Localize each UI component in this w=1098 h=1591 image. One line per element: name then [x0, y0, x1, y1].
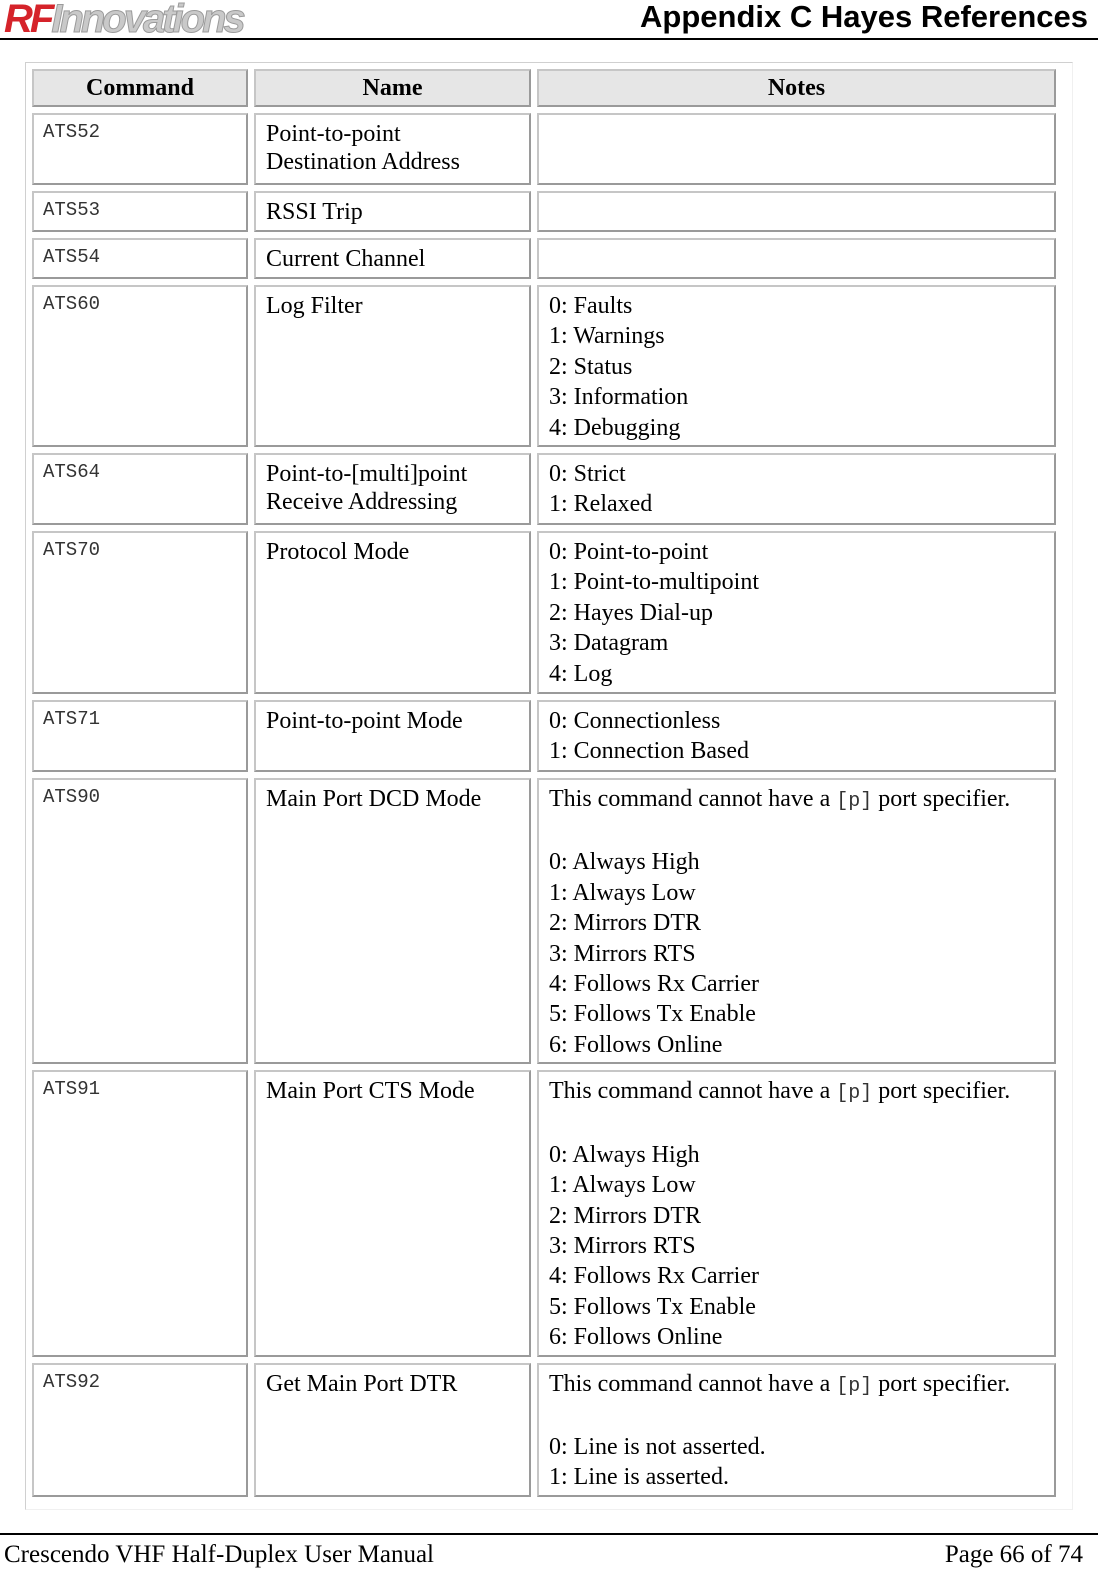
port-specifier-code: [p] — [836, 1082, 873, 1106]
name-line: Point-to-point — [266, 121, 401, 147]
command-cell: ATS53 — [32, 191, 248, 232]
table-row — [32, 191, 1056, 232]
column-header-name: Name — [254, 69, 531, 107]
note-line: 1: Warnings — [549, 323, 665, 350]
note-line: 0: Point-to-point — [549, 539, 709, 566]
note-line: 2: Mirrors DTR — [549, 910, 701, 937]
paragraph-gap — [549, 1402, 1046, 1432]
command-cell: ATS92 — [32, 1363, 248, 1497]
name-cell — [254, 238, 531, 279]
note-line: 1: Relaxed — [549, 491, 653, 518]
name-cell — [254, 1363, 531, 1497]
port-specifier-text: port specifier. — [872, 1078, 1011, 1105]
command-cell: ATS64 — [32, 453, 248, 525]
notes-cell — [537, 700, 1056, 772]
port-specifier-text: port specifier. — [872, 786, 1011, 813]
name-line: Main Port CTS Mode — [266, 1078, 475, 1105]
note-line: 4: Log — [549, 660, 613, 687]
note-line: 3: Mirrors RTS — [549, 940, 696, 967]
name-cell — [254, 285, 531, 447]
notes-cell — [537, 285, 1056, 447]
name-line: RSSI Trip — [266, 199, 363, 225]
notes-cell — [537, 191, 1056, 232]
port-specifier-note — [549, 1369, 1046, 1402]
note-line: 0: Connectionless — [549, 708, 721, 735]
notes-cell — [537, 113, 1056, 185]
port-specifier-text: This command cannot have a — [549, 1370, 837, 1397]
note-line: 1: Point-to-multipoint — [549, 569, 760, 596]
name-line: Main Port DCD Mode — [266, 786, 482, 813]
paragraph-gap — [549, 1110, 1046, 1140]
note-line: 3: Mirrors RTS — [549, 1232, 696, 1259]
note-line: 6: Follows Online — [549, 1031, 723, 1058]
command-cell: ATS71 — [32, 700, 248, 772]
name-cell — [254, 191, 531, 232]
port-specifier-text: port specifier. — [872, 1370, 1011, 1397]
footer-page-number: Page 66 of 74 — [944, 1541, 1083, 1568]
name-line: Protocol Mode — [266, 539, 410, 566]
note-line: 1: Connection Based — [549, 738, 749, 765]
note-line: 1: Line is asserted. — [549, 1464, 729, 1491]
port-specifier-code: [p] — [836, 1374, 873, 1398]
name-line: Point-to-[multi]point — [266, 461, 468, 488]
table-row — [32, 238, 1056, 279]
name-cell — [254, 700, 531, 772]
table-row — [32, 113, 1056, 185]
table-row — [32, 700, 1056, 772]
note-line: 0: Strict — [549, 461, 626, 488]
company-logo: RFInnovations — [4, 0, 243, 41]
name-line: Current Channel — [266, 246, 426, 272]
notes-cell — [537, 1070, 1056, 1356]
note-line: 4: Follows Rx Carrier — [549, 1263, 759, 1290]
command-cell: ATS90 — [32, 778, 248, 1064]
command-cell: ATS54 — [32, 238, 248, 279]
note-line: 1: Always Low — [549, 879, 696, 906]
hayes-reference-table — [26, 63, 1062, 1503]
note-line: 3: Information — [549, 384, 689, 411]
page-header — [0, 0, 1098, 40]
name-cell — [254, 1070, 531, 1356]
name-cell — [254, 531, 531, 694]
table-row — [32, 285, 1056, 447]
table-header-row — [32, 69, 1056, 107]
note-line: 4: Debugging — [549, 414, 681, 441]
name-cell — [254, 453, 531, 525]
command-cell: ATS70 — [32, 531, 248, 694]
name-line: Get Main Port DTR — [266, 1370, 458, 1397]
port-specifier-text: This command cannot have a — [549, 1078, 837, 1105]
note-line: 2: Mirrors DTR — [549, 1202, 701, 1229]
paragraph-gap — [549, 817, 1046, 847]
table-row — [32, 1070, 1056, 1356]
note-line: 0: Always High — [549, 1141, 700, 1168]
name-cell — [254, 113, 531, 185]
note-line: 0: Faults — [549, 293, 633, 319]
table-row — [32, 778, 1056, 1064]
notes-cell — [537, 531, 1056, 694]
name-line: Log Filter — [266, 293, 363, 319]
column-header-command: Command — [32, 69, 248, 107]
port-specifier-note — [549, 1076, 1046, 1109]
command-cell: ATS91 — [32, 1070, 248, 1356]
note-line: 5: Follows Tx Enable — [549, 1293, 756, 1320]
note-line: 6: Follows Online — [549, 1324, 723, 1351]
note-line: 2: Status — [549, 353, 633, 380]
footer-manual-title: Crescendo VHF Half-Duplex User Manual — [4, 1541, 434, 1568]
port-specifier-note — [549, 784, 1046, 817]
note-line: 2: Hayes Dial-up — [549, 599, 713, 626]
table-row — [32, 531, 1056, 694]
name-line: Point-to-point Mode — [266, 708, 463, 735]
notes-cell — [537, 1363, 1056, 1497]
page-footer — [0, 1533, 1098, 1568]
name-line: Receive Addressing — [266, 489, 458, 516]
note-line: 0: Always High — [549, 849, 700, 876]
page-title: Appendix C Hayes References — [640, 0, 1088, 34]
command-cell: ATS60 — [32, 285, 248, 447]
name-line: Destination Address — [266, 149, 460, 175]
port-specifier-code: [p] — [836, 790, 873, 814]
notes-cell — [537, 238, 1056, 279]
notes-cell — [537, 453, 1056, 525]
note-line: 3: Datagram — [549, 630, 669, 657]
table-row — [32, 453, 1056, 525]
port-specifier-text: This command cannot have a — [549, 786, 837, 813]
note-line: 5: Follows Tx Enable — [549, 1001, 756, 1028]
hayes-reference-table-frame — [25, 62, 1073, 1510]
note-line: 0: Line is not asserted. — [549, 1433, 766, 1460]
column-header-notes: Notes — [537, 69, 1056, 107]
notes-cell — [537, 778, 1056, 1064]
name-cell — [254, 778, 531, 1064]
note-line: 1: Always Low — [549, 1172, 696, 1199]
command-cell: ATS52 — [32, 113, 248, 185]
note-line: 4: Follows Rx Carrier — [549, 971, 759, 998]
table-row — [32, 1363, 1056, 1497]
